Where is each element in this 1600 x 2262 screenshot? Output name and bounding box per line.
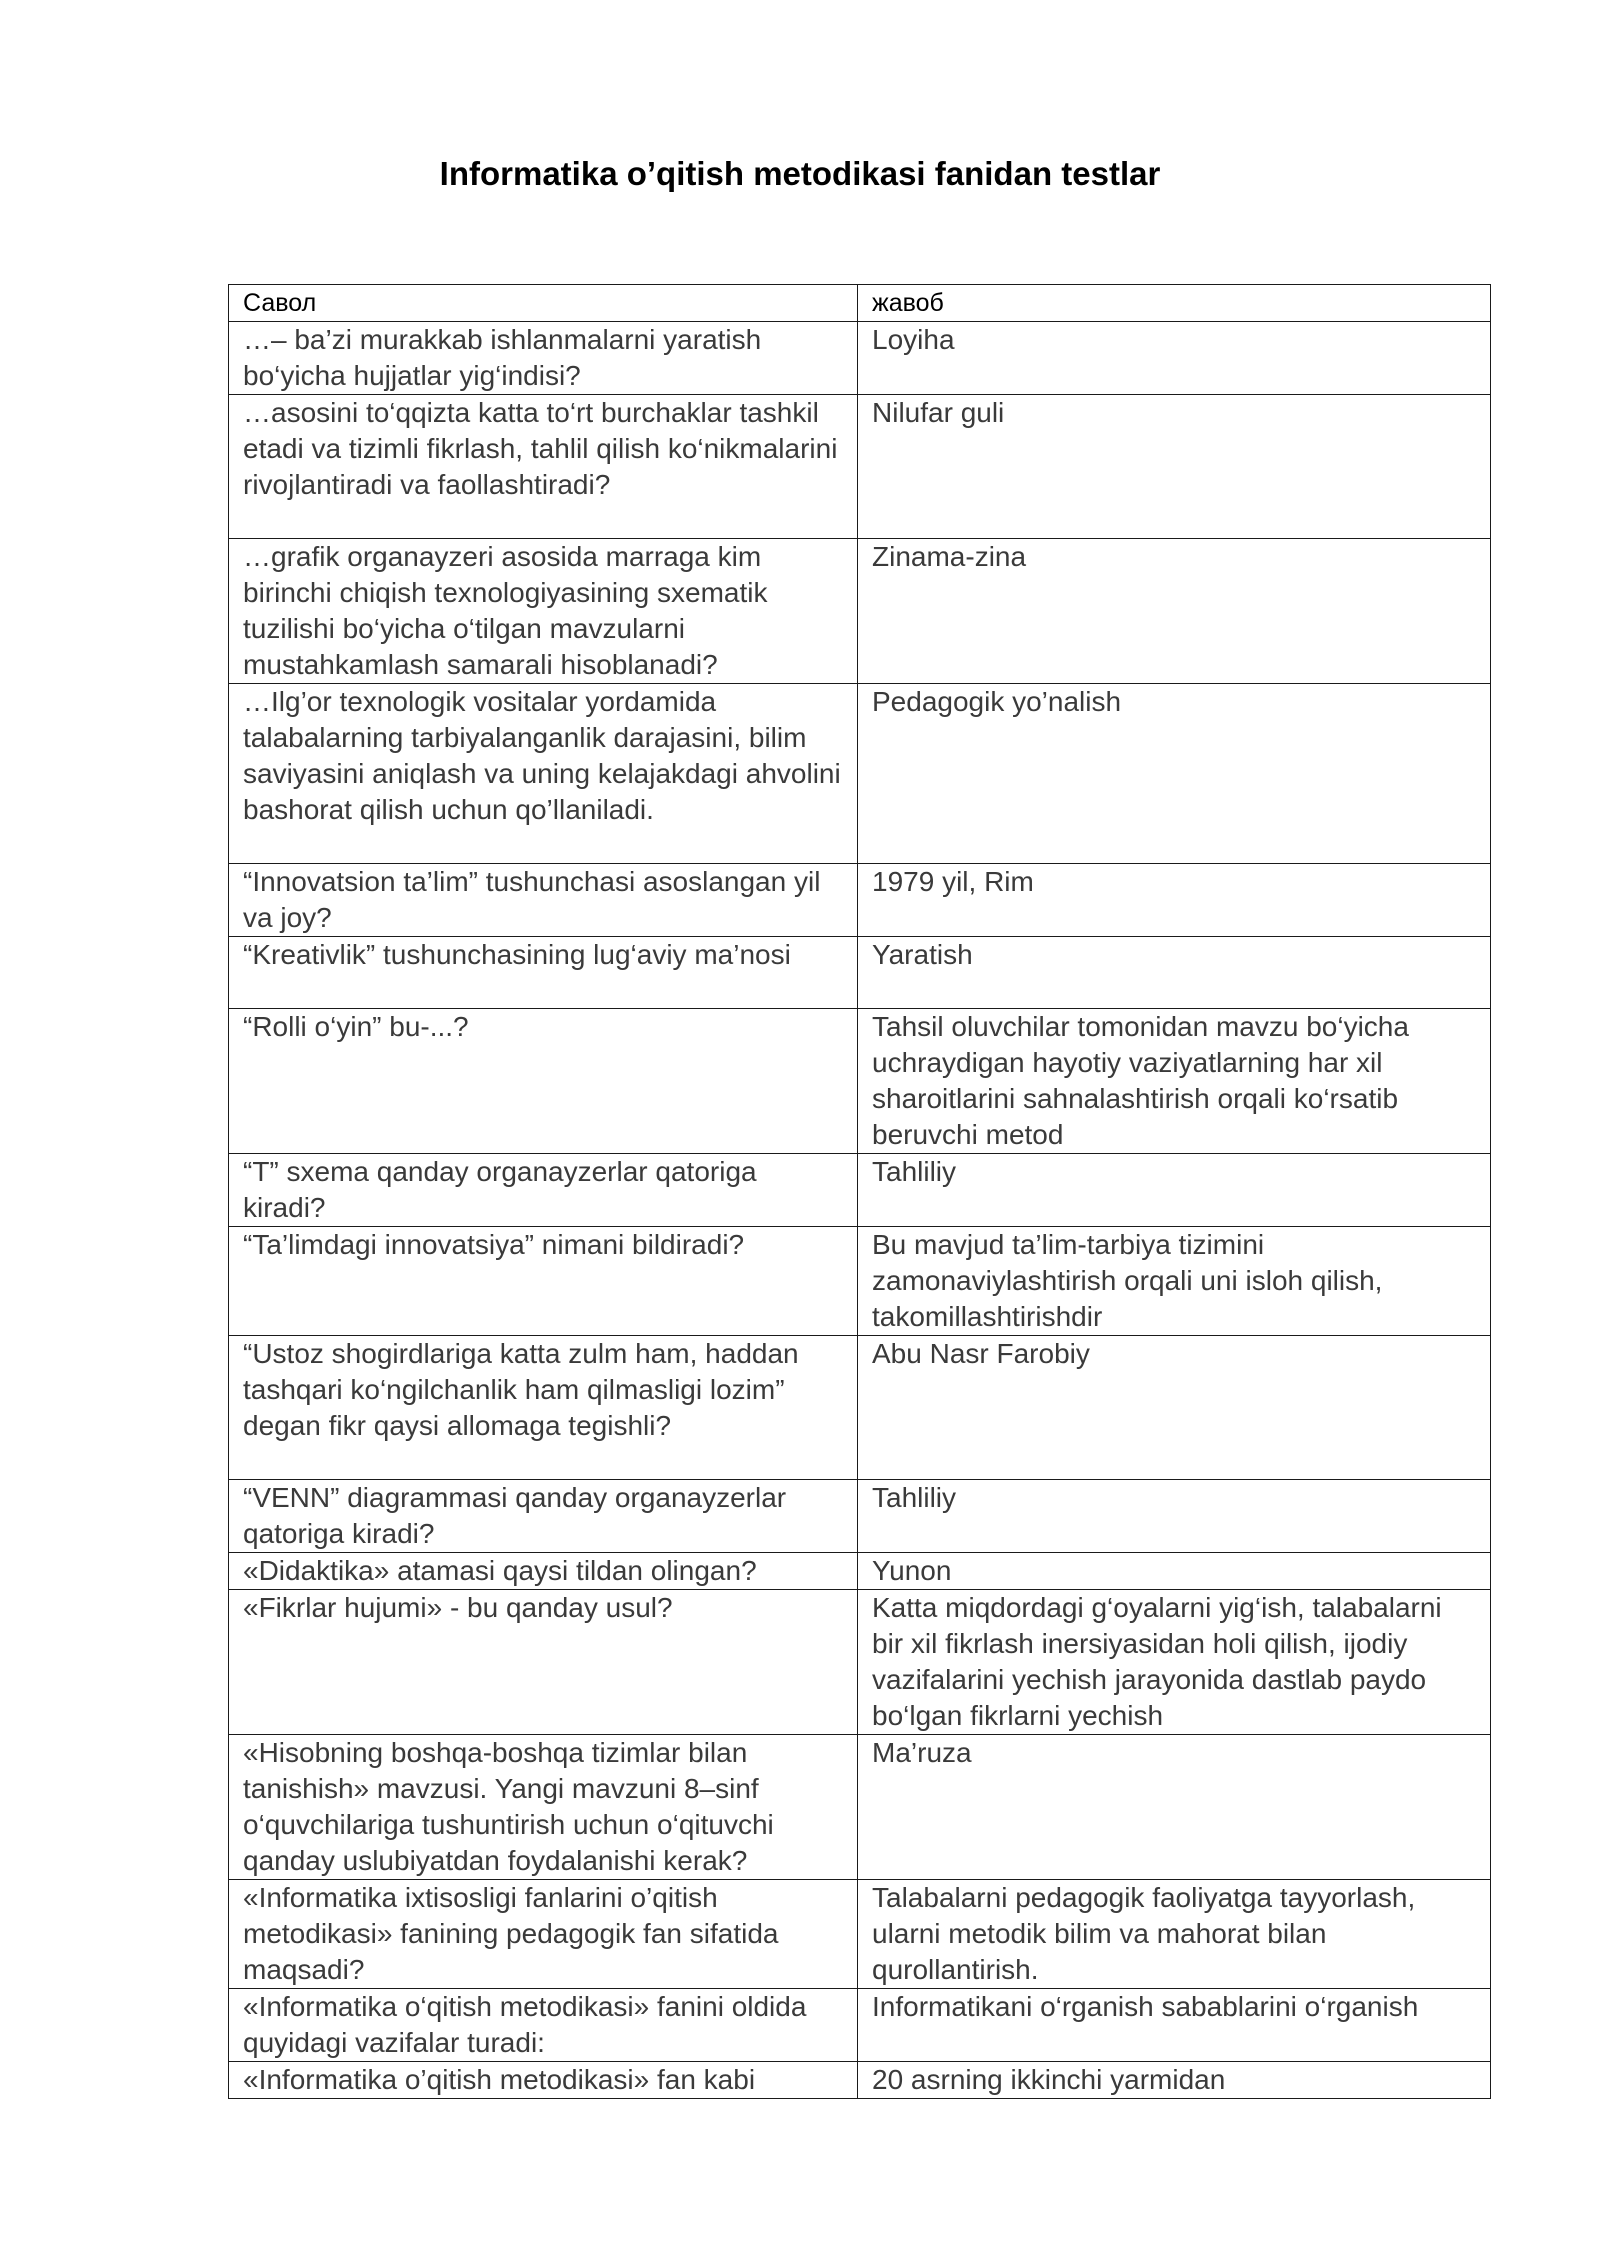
- answer-cell: Yaratish: [858, 937, 1491, 1009]
- table-row: [229, 1989, 1491, 2062]
- question-cell: “Kreativlik” tushunchasining lug‘aviy ma’nosi: [229, 937, 858, 1009]
- question-cell: “T” sxema qanday organayzerlar qatoriga kiradi?: [229, 1154, 858, 1227]
- answer-cell: Tahliliy: [858, 1480, 1491, 1553]
- table-row: [229, 1735, 1491, 1880]
- table-row: [229, 2062, 1491, 2099]
- question-cell: “Ta’limdagi innovatsiya” nimani bildiradi?: [229, 1227, 858, 1336]
- answer-column-header: жавоб: [858, 285, 1491, 322]
- question-cell: «Fikrlar hujumi» - bu qanday usul?: [229, 1590, 858, 1735]
- answer-cell: Nilufar guli: [858, 395, 1491, 539]
- answer-cell: Pedagogik yo’nalish: [858, 684, 1491, 864]
- question-cell: «Informatika o’qitish metodikasi» fan kabi: [229, 2062, 858, 2099]
- question-cell: «Informatika o‘qitish metodikasi» fanini oldida quyidagi vazifalar turadi:: [229, 1989, 858, 2062]
- question-cell: …grafik organayzeri asosida marraga kim birinchi chiqish texnologiyasining sxematik tuzilishi bo‘yicha o‘tilgan mavzularni mustahkamlash samarali hisoblanadi?: [229, 539, 858, 684]
- question-cell: “Innovatsion ta’lim” tushunchasi asoslangan yil va joy?: [229, 864, 858, 937]
- page-title: Informatika o’qitish metodikasi fanidan testlar: [439, 155, 1161, 192]
- question-column-header: Савол: [229, 285, 858, 322]
- answer-cell: 20 asrning ikkinchi yarmidan: [858, 2062, 1491, 2099]
- answer-cell: Bu mavjud ta’lim-tarbiya tizimini zamonaviylashtirish orqali uni isloh qilish, takomillashtirishdir: [858, 1227, 1491, 1336]
- table-row: [229, 864, 1491, 937]
- table-row: [229, 1336, 1491, 1480]
- answer-cell: Abu Nasr Farobiy: [858, 1336, 1491, 1480]
- question-cell: «Didaktika» atamasi qaysi tildan olingan?: [229, 1553, 858, 1590]
- answer-cell: Zinama-zina: [858, 539, 1491, 684]
- table-row: [229, 1880, 1491, 1989]
- answer-cell: Ma’ruza: [858, 1735, 1491, 1880]
- question-cell: …asosini to‘qqizta katta to‘rt burchaklar tashkil etadi va tizimli fikrlash, tahlil qilish ko‘nikmalarini rivojlantiradi va faollashtiradi?: [229, 395, 858, 539]
- question-cell: “Rolli o‘yin” bu-...?: [229, 1009, 858, 1154]
- table-row: [229, 937, 1491, 1009]
- answer-cell: Loyiha: [858, 322, 1491, 395]
- answer-cell: Informatikani o‘rganish sabablarini o‘rganish: [858, 1989, 1491, 2062]
- table-row: [229, 1154, 1491, 1227]
- question-cell: «Informatika ixtisosligi fanlarini o’qitish metodikasi» fanining pedagogik fan sifatida maqsadi?: [229, 1880, 858, 1989]
- table-header-row: [229, 285, 1491, 322]
- qa-table: [228, 284, 1491, 2099]
- table-row: [229, 395, 1491, 539]
- question-cell: …Ilg’or texnologik vositalar yordamida talabalarning tarbiyalanganlik darajasini, bilim saviyasini aniqlash va uning kelajakdagi ahvolini bashorat qilish uchun qo’llaniladi.: [229, 684, 858, 864]
- answer-cell: 1979 yil, Rim: [858, 864, 1491, 937]
- answer-cell: Katta miqdordagi g‘oyalarni yig‘ish, talabalarni bir xil fikrlash inersiyasidan holi qilish, ijodiy vazifalarini yechish jarayonida dastlab paydo bo‘lgan fikrlarni yechish: [858, 1590, 1491, 1735]
- question-cell: “Ustoz shogirdlariga katta zulm ham, haddan tashqari ko‘ngilchanlik ham qilmasligi lozim” degan fikr qaysi allomaga tegishli?: [229, 1336, 858, 1480]
- question-cell: «Hisobning boshqa-boshqa tizimlar bilan tanishish» mavzusi. Yangi mavzuni 8–sinf o‘quvchilariga tushuntirish uchun o‘qituvchi qanday uslubiyatdan foydalanishi kerak?: [229, 1735, 858, 1880]
- table-row: [229, 1009, 1491, 1154]
- table-row: [229, 539, 1491, 684]
- table-row: [229, 322, 1491, 395]
- question-cell: “VENN” diagrammasi qanday organayzerlar qatoriga kiradi?: [229, 1480, 858, 1553]
- answer-cell: Tahsil oluvchilar tomonidan mavzu bo‘yicha uchraydigan hayotiy vaziyatlarning har xil sharoitlarini sahnalashtirish orqali ko‘rsatib beruvchi metod: [858, 1009, 1491, 1154]
- table-row: [229, 684, 1491, 864]
- table-row: [229, 1590, 1491, 1735]
- answer-cell: Talabalarni pedagogik faoliyatga tayyorlash, ularni metodik bilim va mahorat bilan qurollantirish.: [858, 1880, 1491, 1989]
- question-cell: …– ba’zi murakkab ishlanmalarni yaratish bo‘yicha hujjatlar yig‘indisi?: [229, 322, 858, 395]
- table-row: [229, 1227, 1491, 1336]
- table-row: [229, 1480, 1491, 1553]
- answer-cell: Tahliliy: [858, 1154, 1491, 1227]
- answer-cell: Yunon: [858, 1553, 1491, 1590]
- table-row: [229, 1553, 1491, 1590]
